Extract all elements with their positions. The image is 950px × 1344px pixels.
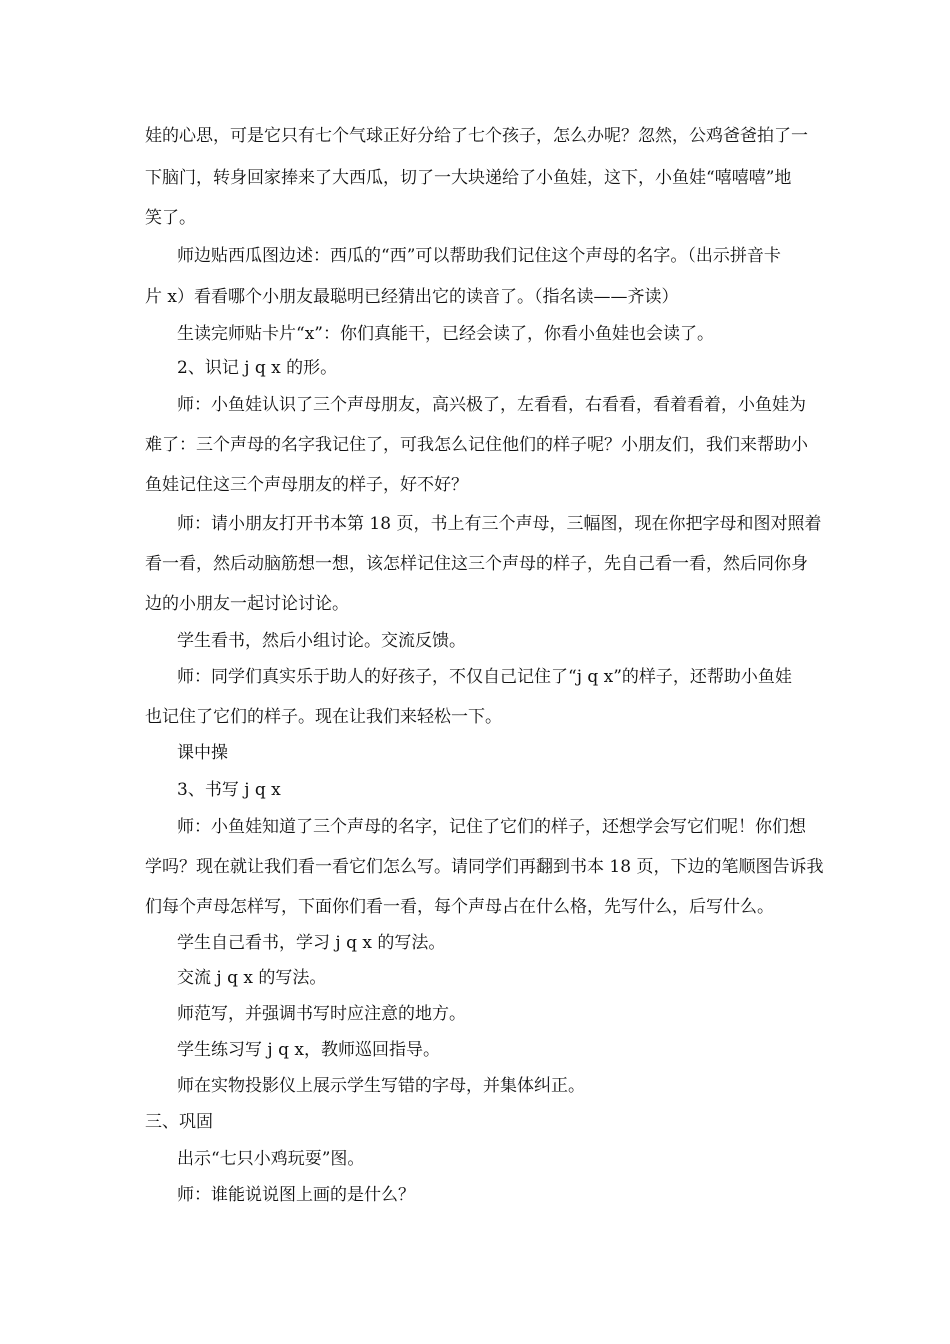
line-text: 3、书写 j q x <box>177 780 281 800</box>
line-text: 学生看书，然后小组讨论。交流反馈。 <box>177 631 466 651</box>
line-text: 片 x）看看哪个小朋友最聪明已经猜出它的读音了。（指名读——齐读） <box>145 287 679 307</box>
line-text: 师：谁能说说图上画的是什么？ <box>177 1185 415 1205</box>
line-text: 师边贴西瓜图边述：西瓜的“西”可以帮助我们记住这个声母的名字。（出示拼音卡 <box>177 246 781 266</box>
line-text: 师：小鱼娃认识了三个声母朋友，高兴极了，左看看，右看看，看着看着，小鱼娃为 <box>177 395 806 415</box>
line-text: 三、巩固 <box>145 1112 213 1132</box>
line-text: 生读完师贴卡片“x”：你们真能干，已经会读了，你看小鱼娃也会读了。 <box>177 324 714 344</box>
line-text: 师在实物投影仪上展示学生写错的字母，并集体纠正。 <box>177 1076 585 1096</box>
line-text: 师：小鱼娃知道了三个声母的名字，记住了它们的样子，还想学会写它们呢！你们想 <box>177 817 806 837</box>
line-text: 2、识记 j q x 的形。 <box>177 358 338 378</box>
line-text: 师范写，并强调书写时应注意的地方。 <box>177 1004 466 1024</box>
line-text: 笑了。 <box>145 208 196 228</box>
line-text: 学生自己看书，学习 j q x 的写法。 <box>177 933 446 953</box>
line-text: 也记住了它们的样子。现在让我们来轻松一下。 <box>145 707 502 727</box>
line-text: 交流 j q x 的写法。 <box>177 968 327 988</box>
line-text: 看一看，然后动脑筋想一想，该怎样记住这三个声母的样子，先自己看一看，然后同你身 <box>145 554 808 574</box>
line-text: 娃的心思，可是它只有七个气球正好分给了七个孩子，怎么办呢？忽然，公鸡爸爸拍了一 <box>145 126 808 146</box>
line-text: 下脑门，转身回家捧来了大西瓜，切了一大块递给了小鱼娃，这下，小鱼娃“嘻嘻嘻”地 <box>145 168 792 188</box>
line-text: 鱼娃记住这三个声母朋友的样子，好不好？ <box>145 475 468 495</box>
line-text: 难了：三个声母的名字我记住了，可我怎么记住他们的样子呢？小朋友们，我们来帮助小 <box>145 435 808 455</box>
line-text: 出示“七只小鸡玩耍”图。 <box>177 1149 365 1169</box>
line-text: 学吗？现在就让我们看一看它们怎么写。请同学们再翻到书本 18 页，下边的笔顺图告诉我 <box>145 857 824 877</box>
line-text: 课中操 <box>177 743 228 763</box>
line-text: 们每个声母怎样写，下面你们看一看，每个声母占在什么格，先写什么，后写什么。 <box>145 897 774 917</box>
line-text: 边的小朋友一起讨论讨论。 <box>145 594 349 614</box>
line-text: 师：同学们真实乐于助人的好孩子，不仅自己记住了“j q x”的样子，还帮助小鱼娃 <box>177 667 792 687</box>
line-text: 师：请小朋友打开书本第 18 页，书上有三个声母，三幅图，现在你把字母和图对照着 <box>177 514 822 534</box>
line-text: 学生练习写 j q x，教师巡回指导。 <box>177 1040 440 1060</box>
